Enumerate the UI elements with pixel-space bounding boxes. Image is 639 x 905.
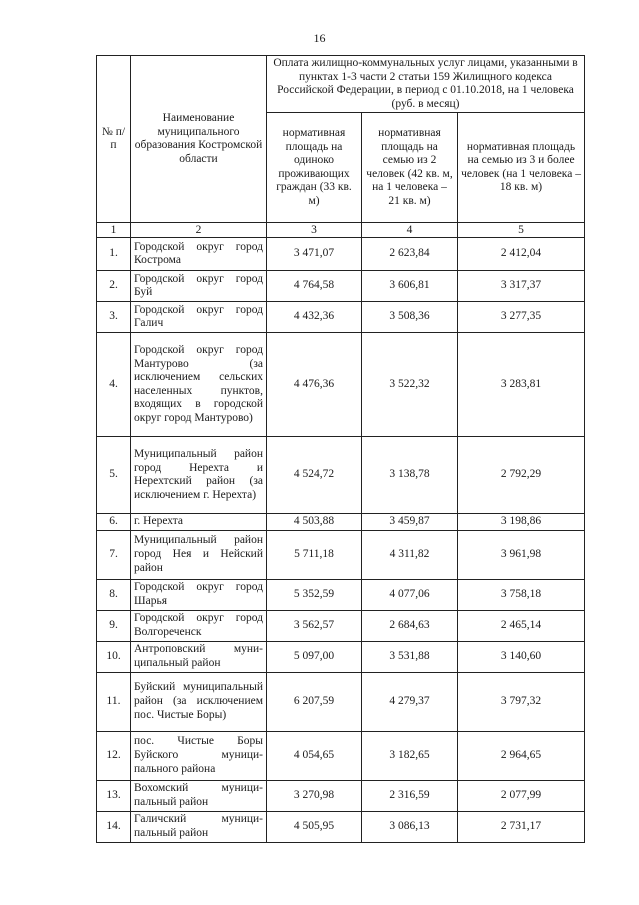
- value-single: 4 524,72: [267, 437, 362, 514]
- value-family-three: 3 277,35: [458, 302, 585, 333]
- row-number: 4.: [97, 333, 131, 437]
- municipality-name: Вохомский муниципальный район: [131, 780, 267, 811]
- table-row: [97, 579, 585, 610]
- header-num-col: № п/п: [97, 56, 131, 223]
- table-row: [97, 811, 585, 842]
- municipality-name: Муниципальный район город Нея и Нейский район: [131, 530, 267, 579]
- row-number: 6.: [97, 514, 131, 531]
- value-family-three: 3 317,37: [458, 271, 585, 302]
- table-row: [97, 333, 585, 437]
- value-family-three: 2 412,04: [458, 238, 585, 271]
- value-family-two: 3 508,36: [362, 302, 458, 333]
- value-family-two: 3 531,88: [362, 641, 458, 672]
- municipality-name: Буйский муниципальный район (за исключением пос. Чистые Боры): [131, 672, 267, 731]
- municipality-name: Муниципальный район город Нерехта и Нерехтский район (за исключением г. Нерехта): [131, 437, 267, 514]
- value-single: 5 711,18: [267, 530, 362, 579]
- value-single: 3 270,98: [267, 780, 362, 811]
- col-index: 4: [362, 223, 458, 238]
- value-family-three: 3 140,60: [458, 641, 585, 672]
- table-row: [97, 302, 585, 333]
- value-single: 4 432,36: [267, 302, 362, 333]
- municipality-name: Городской округ город Буй: [131, 271, 267, 302]
- municipality-name: Городской округ город Шарья: [131, 579, 267, 610]
- municipality-name: Городской округ город Мантурово (за исключением сельских населенных пунктов, входящих в городской округ город Мантурово): [131, 333, 267, 437]
- value-family-three: 2 964,65: [458, 731, 585, 780]
- row-number: 3.: [97, 302, 131, 333]
- value-family-two: 4 077,06: [362, 579, 458, 610]
- value-single: 4 505,95: [267, 811, 362, 842]
- value-family-three: 3 198,86: [458, 514, 585, 531]
- value-single: 6 207,59: [267, 672, 362, 731]
- municipality-name: пос. Чистые Боры Буйского муниципального района: [131, 731, 267, 780]
- table-row: [97, 672, 585, 731]
- value-family-three: 2 731,17: [458, 811, 585, 842]
- value-family-three: 2 465,14: [458, 610, 585, 641]
- value-family-two: 3 138,78: [362, 437, 458, 514]
- col-index: 2: [131, 223, 267, 238]
- row-number: 11.: [97, 672, 131, 731]
- tariff-table: [96, 55, 585, 843]
- row-number: 13.: [97, 780, 131, 811]
- value-family-two: 3 606,81: [362, 271, 458, 302]
- value-family-three: 3 283,81: [458, 333, 585, 437]
- table-row: [97, 641, 585, 672]
- value-single: 3 471,07: [267, 238, 362, 271]
- col-index: 5: [458, 223, 585, 238]
- value-family-two: 4 279,37: [362, 672, 458, 731]
- header-group-title: Оплата жилищно-коммунальных услуг лицами, указанными в пунктах 1-3 части 2 статьи 159 Жилищного кодекса Российской Федерации, в период с 01.10.2018, на 1 человека (руб. в месяц): [267, 56, 585, 113]
- header-single-person: нормативная площадь на одиноко проживающих граждан (33 кв. м): [267, 113, 362, 223]
- value-family-two: 4 311,82: [362, 530, 458, 579]
- col-index: 3: [267, 223, 362, 238]
- value-single: 4 764,58: [267, 271, 362, 302]
- value-single: 5 352,59: [267, 579, 362, 610]
- row-number: 10.: [97, 641, 131, 672]
- value-single: 4 503,88: [267, 514, 362, 531]
- table-row: [97, 514, 585, 531]
- value-family-two: 3 459,87: [362, 514, 458, 531]
- municipality-name: Галичский муниципальный район: [131, 811, 267, 842]
- row-number: 7.: [97, 530, 131, 579]
- municipality-name: Городской округ город Кострома: [131, 238, 267, 271]
- municipality-name: Антроповский муниципальный район: [131, 641, 267, 672]
- value-single: 4 476,36: [267, 333, 362, 437]
- value-family-three: 3 961,98: [458, 530, 585, 579]
- value-family-three: 2 077,99: [458, 780, 585, 811]
- table-row: [97, 731, 585, 780]
- table-row: [97, 271, 585, 302]
- value-single: 4 054,65: [267, 731, 362, 780]
- table-row: [97, 437, 585, 514]
- header-family-two: нормативная площадь на семью из 2 человек (42 кв. м, на 1 человека – 21 кв. м): [362, 113, 458, 223]
- value-family-two: 3 522,32: [362, 333, 458, 437]
- value-family-three: 2 792,29: [458, 437, 585, 514]
- municipality-name: г. Нерехта: [131, 514, 267, 531]
- row-number: 12.: [97, 731, 131, 780]
- value-family-two: 2 684,63: [362, 610, 458, 641]
- table-row: [97, 530, 585, 579]
- row-number: 5.: [97, 437, 131, 514]
- value-single: 5 097,00: [267, 641, 362, 672]
- municipality-name: Городской округ город Волгореченск: [131, 610, 267, 641]
- value-family-three: 3 797,32: [458, 672, 585, 731]
- row-number: 9.: [97, 610, 131, 641]
- table-row: [97, 238, 585, 271]
- value-family-two: 2 316,59: [362, 780, 458, 811]
- row-number: 2.: [97, 271, 131, 302]
- value-family-two: 2 623,84: [362, 238, 458, 271]
- table-row: [97, 610, 585, 641]
- value-family-two: 3 182,65: [362, 731, 458, 780]
- row-number: 14.: [97, 811, 131, 842]
- row-number: 8.: [97, 579, 131, 610]
- value-single: 3 562,57: [267, 610, 362, 641]
- value-family-two: 3 086,13: [362, 811, 458, 842]
- page-number: 16: [313, 31, 326, 45]
- header-family-three: нормативная площадь на семью из 3 и более человек (на 1 человека – 18 кв. м): [458, 113, 585, 223]
- row-number: 1.: [97, 238, 131, 271]
- municipality-name: Городской округ город Галич: [131, 302, 267, 333]
- col-index: 1: [97, 223, 131, 238]
- value-family-three: 3 758,18: [458, 579, 585, 610]
- header-name-col: Наименование муниципального образования Костромской области: [131, 56, 267, 223]
- table-row: [97, 780, 585, 811]
